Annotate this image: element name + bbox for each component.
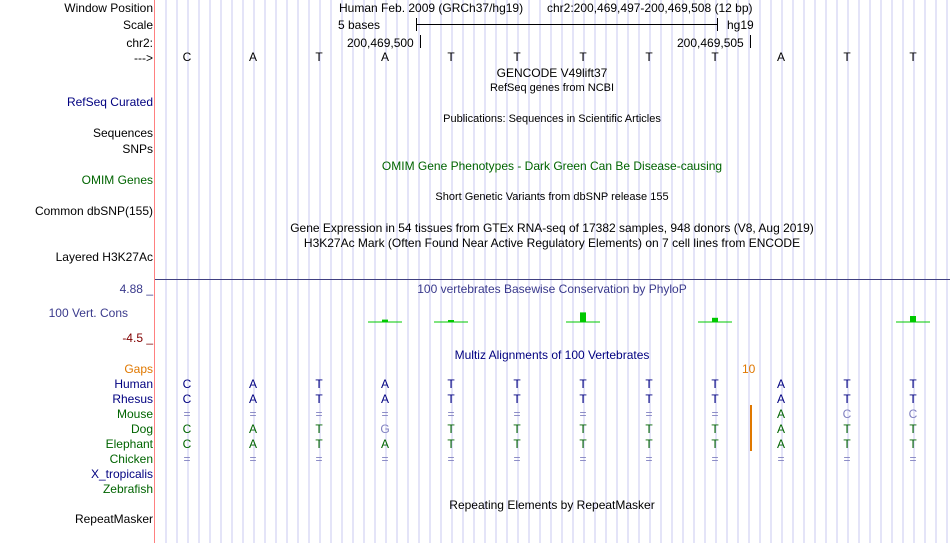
- alignment-base: C: [182, 392, 192, 406]
- layered-h3k27ac-label[interactable]: Layered H3K27Ac: [55, 250, 153, 264]
- alignment-base: T: [513, 437, 521, 451]
- dbsnp-track-title[interactable]: Short Genetic Variants from dbSNP release 155: [435, 191, 669, 203]
- multiz-track-title[interactable]: Multiz Alignments of 100 Vertebrates: [454, 348, 650, 362]
- gaps-label[interactable]: Gaps: [124, 362, 153, 376]
- position-text[interactable]: chr2:200,469,497-200,469,508 (12 bp): [547, 1, 753, 15]
- alignment-base: A: [248, 392, 257, 406]
- alignment-base: T: [645, 392, 653, 406]
- publications-track-title[interactable]: Publications: Sequences in Scientific Articles: [443, 113, 661, 125]
- alignment-base: =: [315, 452, 323, 466]
- phylop-min-value: -4.5 _: [122, 331, 153, 345]
- species-label[interactable]: Human: [114, 377, 153, 391]
- alignment-base: T: [315, 437, 323, 451]
- alignment-base: =: [645, 452, 653, 466]
- alignment-base: =: [447, 407, 455, 421]
- alignment-base: =: [381, 407, 389, 421]
- alignment-base: =: [249, 452, 257, 466]
- alignment-base: C: [182, 437, 192, 451]
- alignment-base: C: [182, 377, 192, 391]
- refseq-curated-label[interactable]: RefSeq Curated: [66, 95, 153, 109]
- conservation-bar: [448, 320, 454, 322]
- alignment-base: T: [579, 422, 587, 436]
- conservation-bar: [580, 312, 586, 322]
- alignment-base: A: [776, 422, 785, 436]
- alignment-base: A: [776, 437, 785, 451]
- alignment-base: T: [447, 392, 455, 406]
- base-letter: T: [645, 50, 653, 64]
- conservation-bar: [910, 316, 916, 322]
- alignment-base: C: [182, 422, 192, 436]
- alignment-base: T: [909, 377, 917, 391]
- alignment-base: =: [513, 407, 521, 421]
- track-divider: [155, 279, 950, 280]
- alignment-base: T: [579, 437, 587, 451]
- alignment-base: =: [645, 407, 653, 421]
- alignment-base: T: [513, 422, 521, 436]
- base-letter: T: [447, 50, 455, 64]
- alignment-base: T: [909, 392, 917, 406]
- base-letter: T: [513, 50, 521, 64]
- alignment-base: =: [513, 452, 521, 466]
- position-tick-mark-1: [420, 35, 421, 48]
- base-letter: T: [579, 50, 587, 64]
- gtex-track-title[interactable]: Gene Expression in 54 tissues from GTEx RNA-seq of 17382 samples, 948 donors (V8, Aug 2019): [290, 221, 814, 235]
- species-label[interactable]: Elephant: [105, 437, 153, 451]
- conservation-bar: [382, 320, 388, 322]
- alignment-base: G: [380, 422, 390, 436]
- base-letter: T: [909, 50, 917, 64]
- alignment-base: T: [579, 377, 587, 391]
- base-letter: T: [711, 50, 719, 64]
- alignment-base: T: [645, 437, 653, 451]
- scale-label: Scale: [122, 18, 153, 32]
- scale-bar: [416, 24, 718, 25]
- phylop-max-value: 4.88 _: [119, 282, 153, 296]
- alignment-base: C: [842, 407, 852, 421]
- gap-marker: [750, 405, 752, 451]
- alignment-base: T: [579, 392, 587, 406]
- alignment-base: =: [183, 407, 191, 421]
- alignment-base: T: [843, 392, 851, 406]
- alignment-base: C: [908, 407, 918, 421]
- alignment-base: A: [776, 407, 785, 421]
- strand-label: --->: [134, 51, 153, 65]
- conservation-bar: [712, 318, 718, 322]
- repeatmasker-label[interactable]: RepeatMasker: [74, 512, 153, 526]
- h3k27ac-track-title[interactable]: H3K27Ac Mark (Often Found Near Active Regulatory Elements) on 7 cell lines from ENCODE: [303, 236, 801, 250]
- alignment-base: T: [843, 437, 851, 451]
- alignment-base: T: [711, 377, 719, 391]
- alignment-base: A: [380, 377, 389, 391]
- alignment-base: T: [711, 422, 719, 436]
- alignment-base: T: [315, 377, 323, 391]
- gap-count: 10: [742, 362, 756, 376]
- alignment-base: T: [711, 437, 719, 451]
- refseq-track-subtitle[interactable]: RefSeq genes from NCBI: [489, 82, 615, 94]
- alignment-base: A: [776, 392, 785, 406]
- species-label[interactable]: Zebrafish: [102, 482, 153, 496]
- alignment-base: =: [183, 452, 191, 466]
- base-letter: T: [315, 50, 323, 64]
- base-letter: A: [380, 50, 389, 64]
- omim-track-title[interactable]: OMIM Gene Phenotypes - Dark Green Can Be Disease-causing: [381, 159, 723, 173]
- alignment-base: T: [315, 422, 323, 436]
- base-letter: T: [843, 50, 851, 64]
- alignment-base: =: [579, 407, 587, 421]
- alignment-base: =: [777, 452, 785, 466]
- alignment-base: =: [579, 452, 587, 466]
- alignment-base: T: [843, 422, 851, 436]
- chrom-label: chr2:: [126, 36, 153, 50]
- alignment-base: T: [909, 422, 917, 436]
- species-label[interactable]: X_tropicalis: [90, 467, 153, 481]
- alignment-base: A: [248, 422, 257, 436]
- conservation-plot: [155, 296, 950, 346]
- alignment-base: A: [776, 377, 785, 391]
- scale-bar-left-tick: [416, 18, 417, 31]
- position-tick-2: 200,469,505: [677, 36, 744, 50]
- alignment-base: =: [711, 452, 719, 466]
- alignment-base: A: [380, 437, 389, 451]
- scale-db: hg19: [727, 18, 754, 32]
- alignment-base: T: [843, 377, 851, 391]
- alignment-base: T: [447, 437, 455, 451]
- scale-bar-right-tick: [717, 18, 718, 31]
- species-label[interactable]: Mouse: [116, 407, 153, 421]
- window-position-label: Window Position: [64, 1, 153, 15]
- base-letter: A: [776, 50, 785, 64]
- alignment-base: T: [711, 392, 719, 406]
- common-dbsnp-label[interactable]: Common dbSNP(155): [34, 204, 153, 218]
- alignment-base: T: [447, 422, 455, 436]
- alignment-base: T: [909, 437, 917, 451]
- base-sequence-row: [0, 50, 950, 64]
- species-label[interactable]: Rhesus: [112, 392, 153, 406]
- alignment-base: T: [513, 392, 521, 406]
- sequences-label[interactable]: Sequences: [92, 126, 153, 140]
- alignment-base: T: [645, 422, 653, 436]
- gencode-track-title[interactable]: GENCODE V49lift37: [496, 66, 608, 80]
- alignment-base: =: [447, 452, 455, 466]
- alignment-base: =: [315, 407, 323, 421]
- phylop-track-title[interactable]: 100 vertebrates Basewise Conservation by PhyloP: [417, 282, 687, 296]
- vert-cons-label[interactable]: 100 Vert. Cons: [48, 306, 128, 320]
- alignment-base: T: [447, 377, 455, 391]
- alignment-base: =: [843, 452, 851, 466]
- base-letter: C: [182, 50, 192, 64]
- alignment-base: T: [645, 377, 653, 391]
- species-label[interactable]: Dog: [130, 422, 153, 436]
- label-divider: [154, 0, 155, 543]
- alignment-base: A: [248, 437, 257, 451]
- omim-genes-label[interactable]: OMIM Genes: [81, 173, 153, 187]
- species-label[interactable]: Chicken: [109, 452, 153, 466]
- alignment-base: T: [315, 392, 323, 406]
- alignment-base: =: [909, 452, 917, 466]
- alignment-base: =: [711, 407, 719, 421]
- position-tick-mark-2: [750, 35, 751, 48]
- snps-label[interactable]: SNPs: [122, 142, 153, 156]
- alignment-base: =: [249, 407, 257, 421]
- alignment-base: A: [248, 377, 257, 391]
- base-letter: A: [248, 50, 257, 64]
- alignment-base: T: [513, 377, 521, 391]
- position-tick-1: 200,469,500: [347, 36, 414, 50]
- alignment-base: =: [381, 452, 389, 466]
- scale-bar-text: 5 bases: [338, 18, 381, 32]
- alignment-base: A: [380, 392, 389, 406]
- assembly-text[interactable]: Human Feb. 2009 (GRCh37/hg19): [339, 1, 524, 15]
- repeatmasker-track-title[interactable]: Repeating Elements by RepeatMasker: [449, 498, 655, 512]
